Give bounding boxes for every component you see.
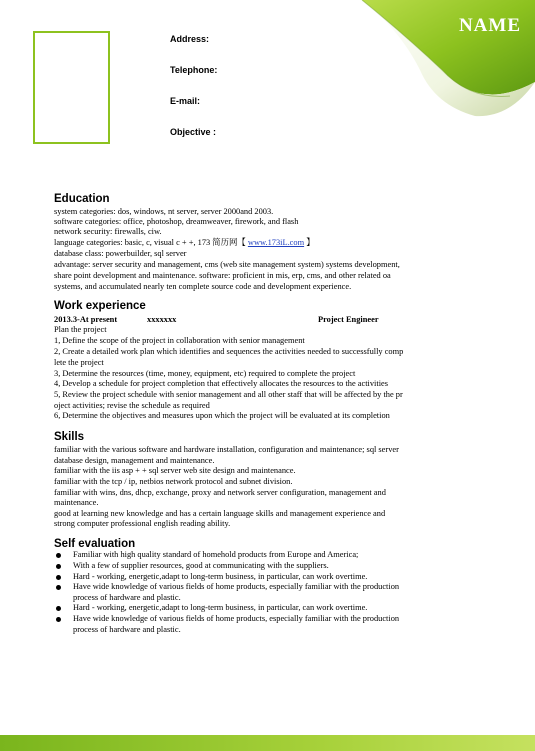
work-line: 6, Determine the objectives and measures upon which the project will be evaluated at its completion (54, 411, 390, 420)
skills-line: database design, management and maintenance. (54, 456, 215, 465)
education-heading: Education (54, 193, 110, 205)
education-line-text: language categories: basic, c, visual c + +, 173 简历网【 (54, 238, 246, 247)
skills-line: familiar with the various software and hardware installation, configuration and maintenance; sql server (54, 445, 399, 454)
education-line: share point development and maintenance. software: proficient in mis, erp, cms, and other related oa (54, 271, 391, 280)
education-line: advantage: server security and management, cms (web site management system) systems development, (54, 260, 400, 269)
telephone-label: Telephone: (170, 65, 218, 75)
work-line: 2, Create a detailed work plan which identifies and sequences the activities needed to successfully comp (54, 347, 404, 356)
education-line: database class: powerbuilder, sql server (54, 249, 187, 258)
work-position: Project Engineer (318, 315, 379, 324)
bullet-text: With a few of supplier resources, good at communicating with the suppliers. (73, 561, 329, 570)
address-label: Address: (170, 34, 210, 44)
bullet-icon (56, 564, 61, 569)
bullet-text: Have wide knowledge of various fields of home products, especially familiar with the production (73, 582, 400, 591)
skills-line: maintenance. (54, 498, 99, 507)
candidate-name: NAME (458, 15, 521, 36)
bullet-text: Hard - working, energetic,adapt to long-term business, in particular, can work overtime. (73, 603, 368, 612)
website-link[interactable]: www.173iL.com (247, 238, 305, 247)
self-evaluation-heading: Self evaluation (54, 538, 136, 550)
education-line: network security: firewalls, ciw. (54, 227, 162, 236)
bullet-icon (56, 606, 61, 611)
bullet-icon (56, 575, 61, 580)
education-line-language (54, 238, 315, 248)
work-line: 5, Review the project schedule with senior management and all other staff that will be affected by the pr (54, 390, 403, 399)
bullet-text-continued: process of hardware and plastic. (73, 593, 181, 602)
bullet-icon (56, 553, 61, 558)
work-line: lete the project (54, 358, 104, 367)
bullet-text: Have wide knowledge of various fields of home products, especially familiar with the production (73, 614, 400, 623)
bracket-close: 】 (306, 238, 315, 247)
bullet-icon (56, 585, 61, 590)
bullet-text: Familiar with high quality standard of homehold products from Europe and America; (73, 550, 359, 559)
bullet-text: Hard - working, energetic,adapt to long-term business, in particular, can work overtime. (73, 572, 368, 581)
bullet-icon (56, 617, 61, 622)
work-line: oject activities; revise the schedule as required (54, 401, 210, 410)
photo-placeholder (33, 31, 110, 144)
objective-label: Objective : (170, 127, 217, 137)
skills-heading: Skills (54, 431, 85, 443)
education-line: system categories: dos, windows, nt server, server 2000and 2003. (54, 207, 274, 216)
work-heading: Work experience (54, 300, 146, 312)
skills-line: familiar with the tcp / ip, netbios network protocol and subnet division. (54, 477, 293, 486)
skills-line: strong computer professional english reading ability. (54, 519, 231, 528)
work-line: 1, Define the scope of the project in collaboration with senior management (54, 336, 305, 345)
skills-line: familiar with wins, dns, dhcp, exchange, proxy and network server configuration, management and (54, 488, 386, 497)
skills-line: good at learning new knowledge and has a certain language skills and management experience and (54, 509, 386, 518)
education-line: systems, and accumulated nearly ten complete source code and development experience. (54, 282, 352, 291)
work-period: 2013.3-At present (54, 315, 118, 324)
work-line: 4, Develop a schedule for project completion that effectively allocates the resources to the activities (54, 379, 389, 388)
work-line: Plan the project (54, 325, 107, 334)
education-line: software categories: office, photoshop, dreamweaver, firework, and flash (54, 217, 299, 226)
footer-bar (0, 735, 535, 751)
work-company: xxxxxxx (147, 315, 177, 324)
email-label: E-mail: (170, 96, 201, 106)
bullet-text-continued: process of hardware and plastic. (73, 625, 181, 634)
work-line: 3, Determine the resources (time, money, equipment, etc) required to complete the project (54, 369, 356, 378)
skills-line: familiar with the iis asp + + sql server web site design and maintenance. (54, 466, 296, 475)
